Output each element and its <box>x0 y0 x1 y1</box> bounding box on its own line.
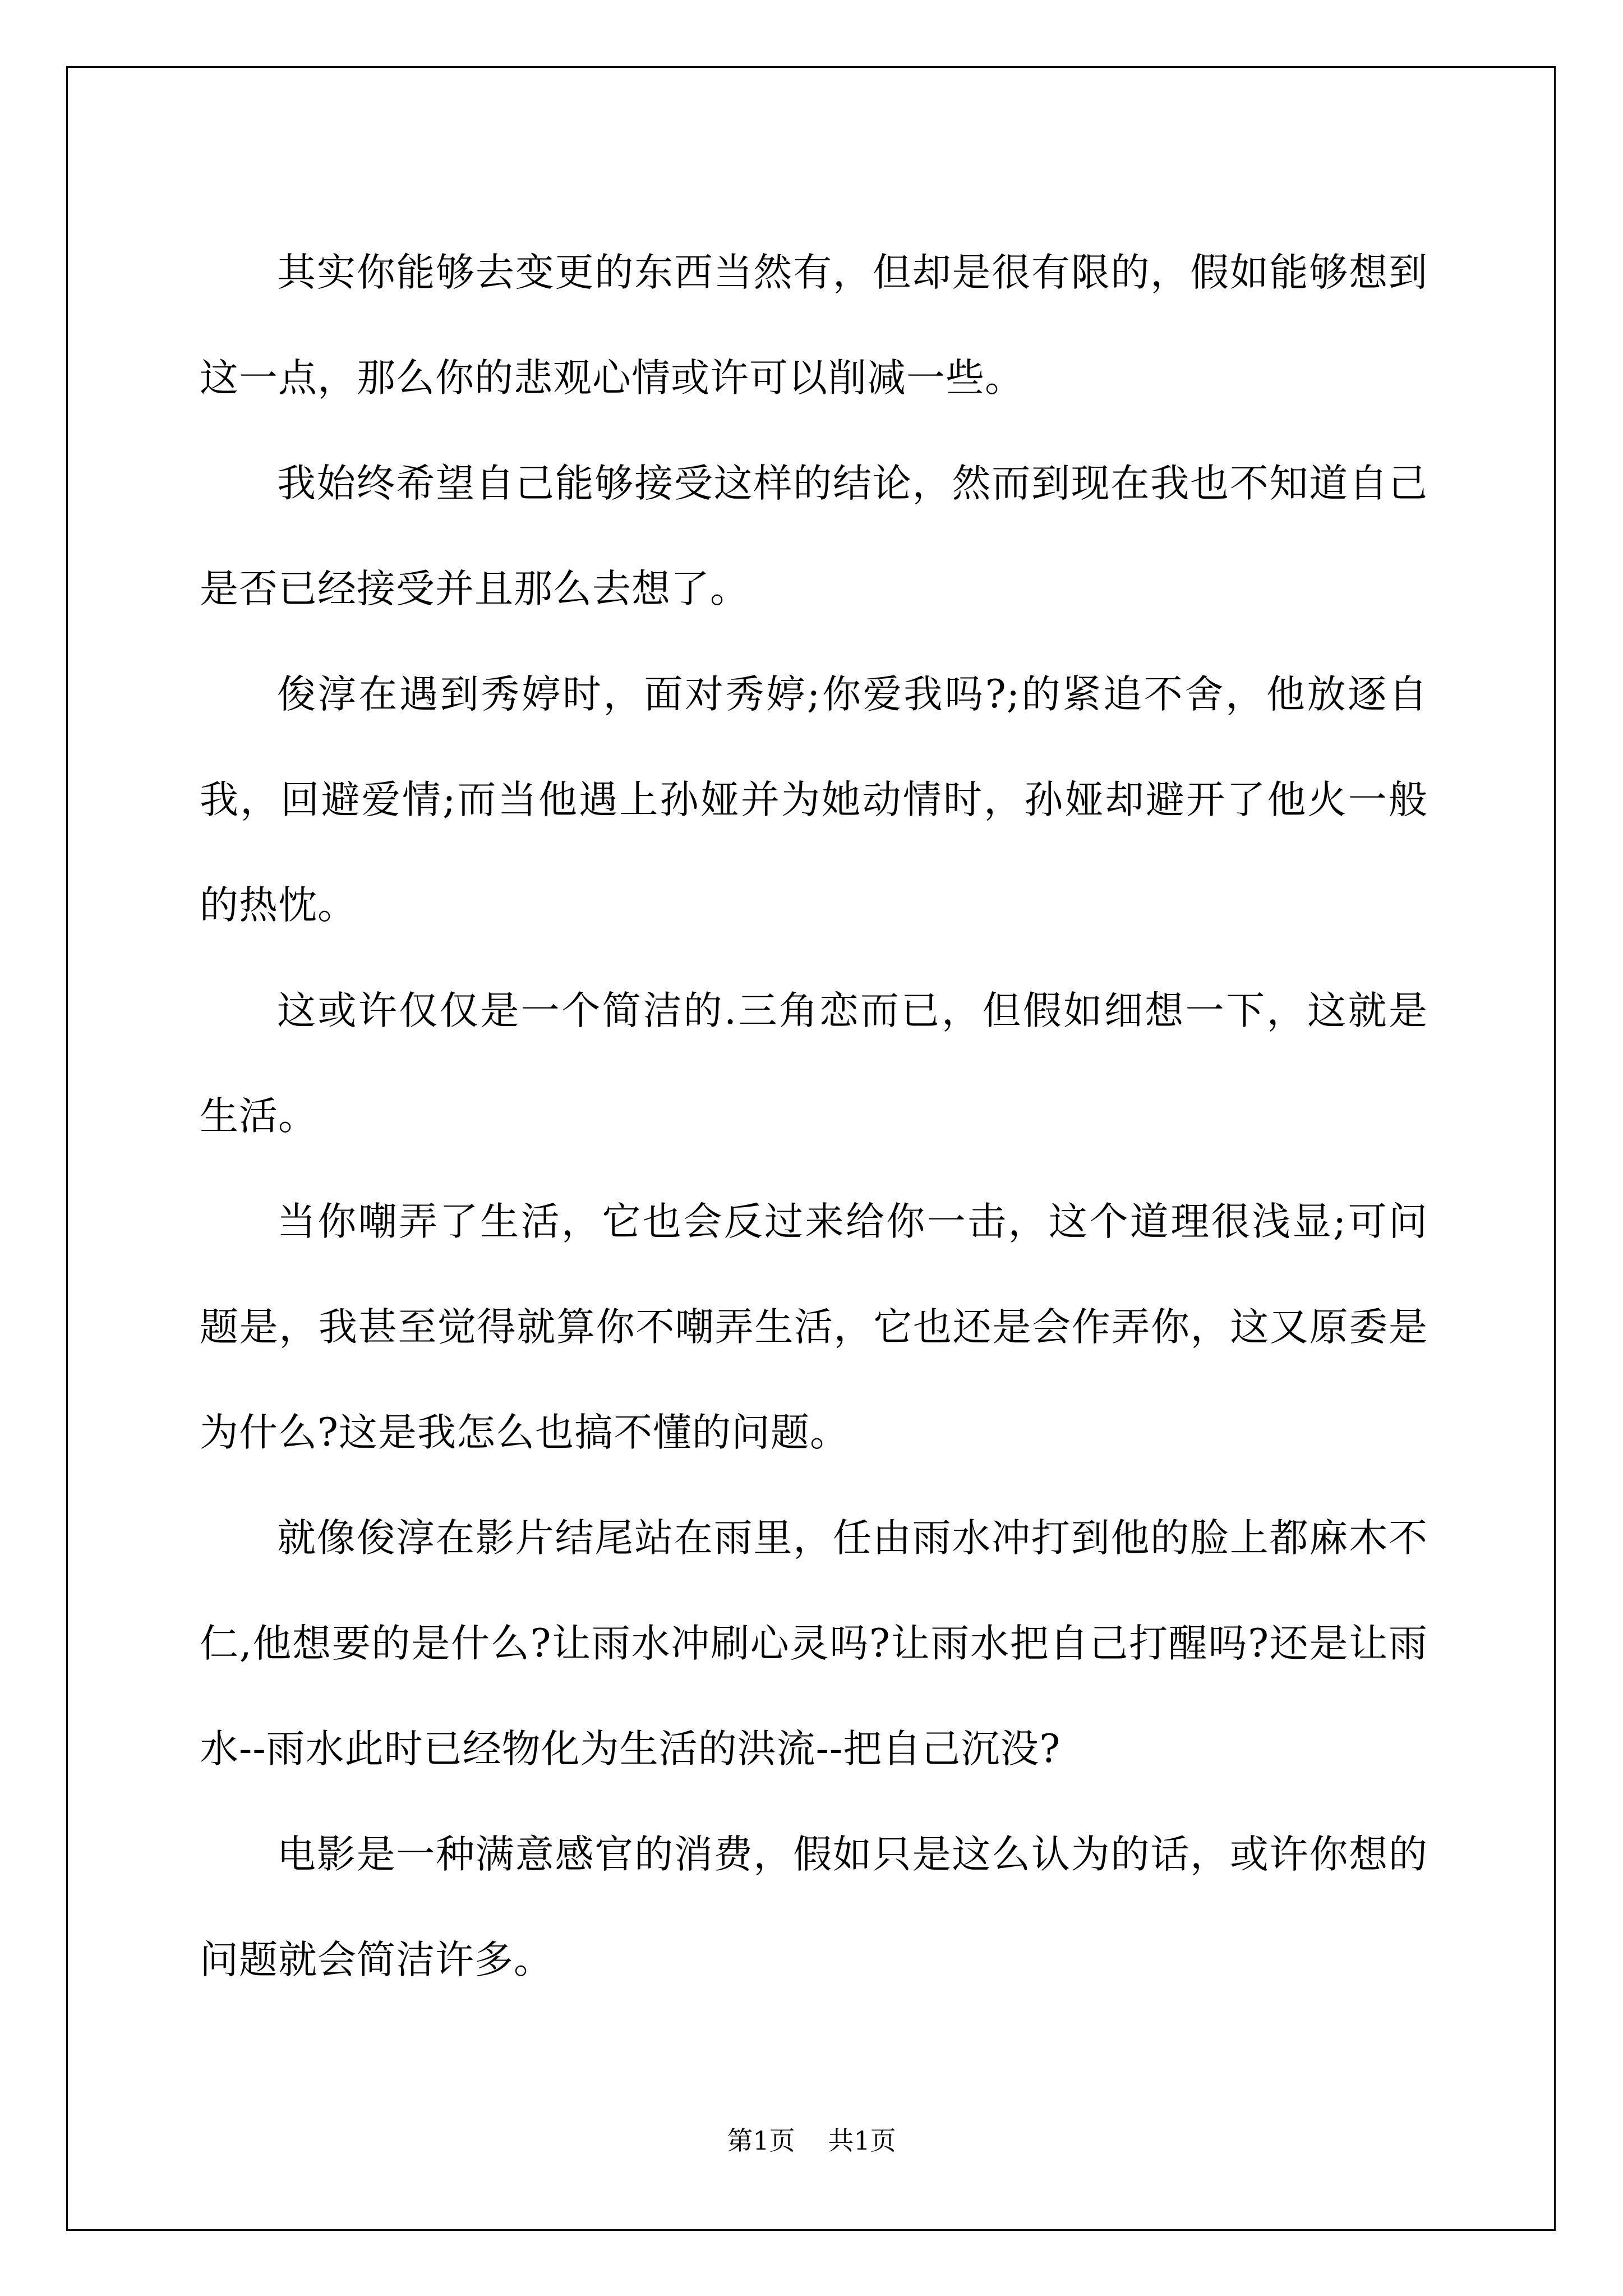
paragraph-1: 其实你能够去变更的东西当然有，但却是很有限的，假如能够想到这一点，那么你的悲观心情或许可以削减一些。 <box>200 250 1428 401</box>
paragraph-6: 就像俊淳在影片结尾站在雨里，任由雨水冲打到他的脸上都麻木不仁,他想要的是什么?让雨水冲刷心灵吗?让雨水把自己打醒吗?还是让雨水--雨水此时已经物化为生活的洪流--把自己沉没? <box>200 1516 1428 1772</box>
document-body <box>200 220 1428 2013</box>
paragraph-3: 俊淳在遇到秀婷时，面对秀婷;你爱我吗?;的紧追不舍，他放逐自我，回避爱情;而当他遇上孙娅并为她动情时，孙娅却避开了他火一般的热忱。 <box>200 672 1428 928</box>
paragraph-7: 电影是一种满意感官的消费，假如只是这么认为的话，或许你想的问题就会简洁许多。 <box>200 1832 1428 1982</box>
page-footer <box>0 2120 1623 2157</box>
paragraph-4: 这或许仅仅是一个简洁的.三角恋而已，但假如细想一下，这就是生活。 <box>200 988 1428 1139</box>
paragraph-2: 我始终希望自己能够接受这样的结论，然而到现在我也不知道自己是否已经接受并且那么去想了。 <box>200 461 1428 611</box>
page-number: 第1页 <box>727 2125 795 2156</box>
page-total: 共1页 <box>828 2125 896 2156</box>
paragraph-5: 当你嘲弄了生活，它也会反过来给你一击，这个道理很浅显;可问题是，我甚至觉得就算你不嘲弄生活，它也还是会作弄你，这又原委是为什么?这是我怎么也搞不懂的问题。 <box>200 1199 1428 1455</box>
